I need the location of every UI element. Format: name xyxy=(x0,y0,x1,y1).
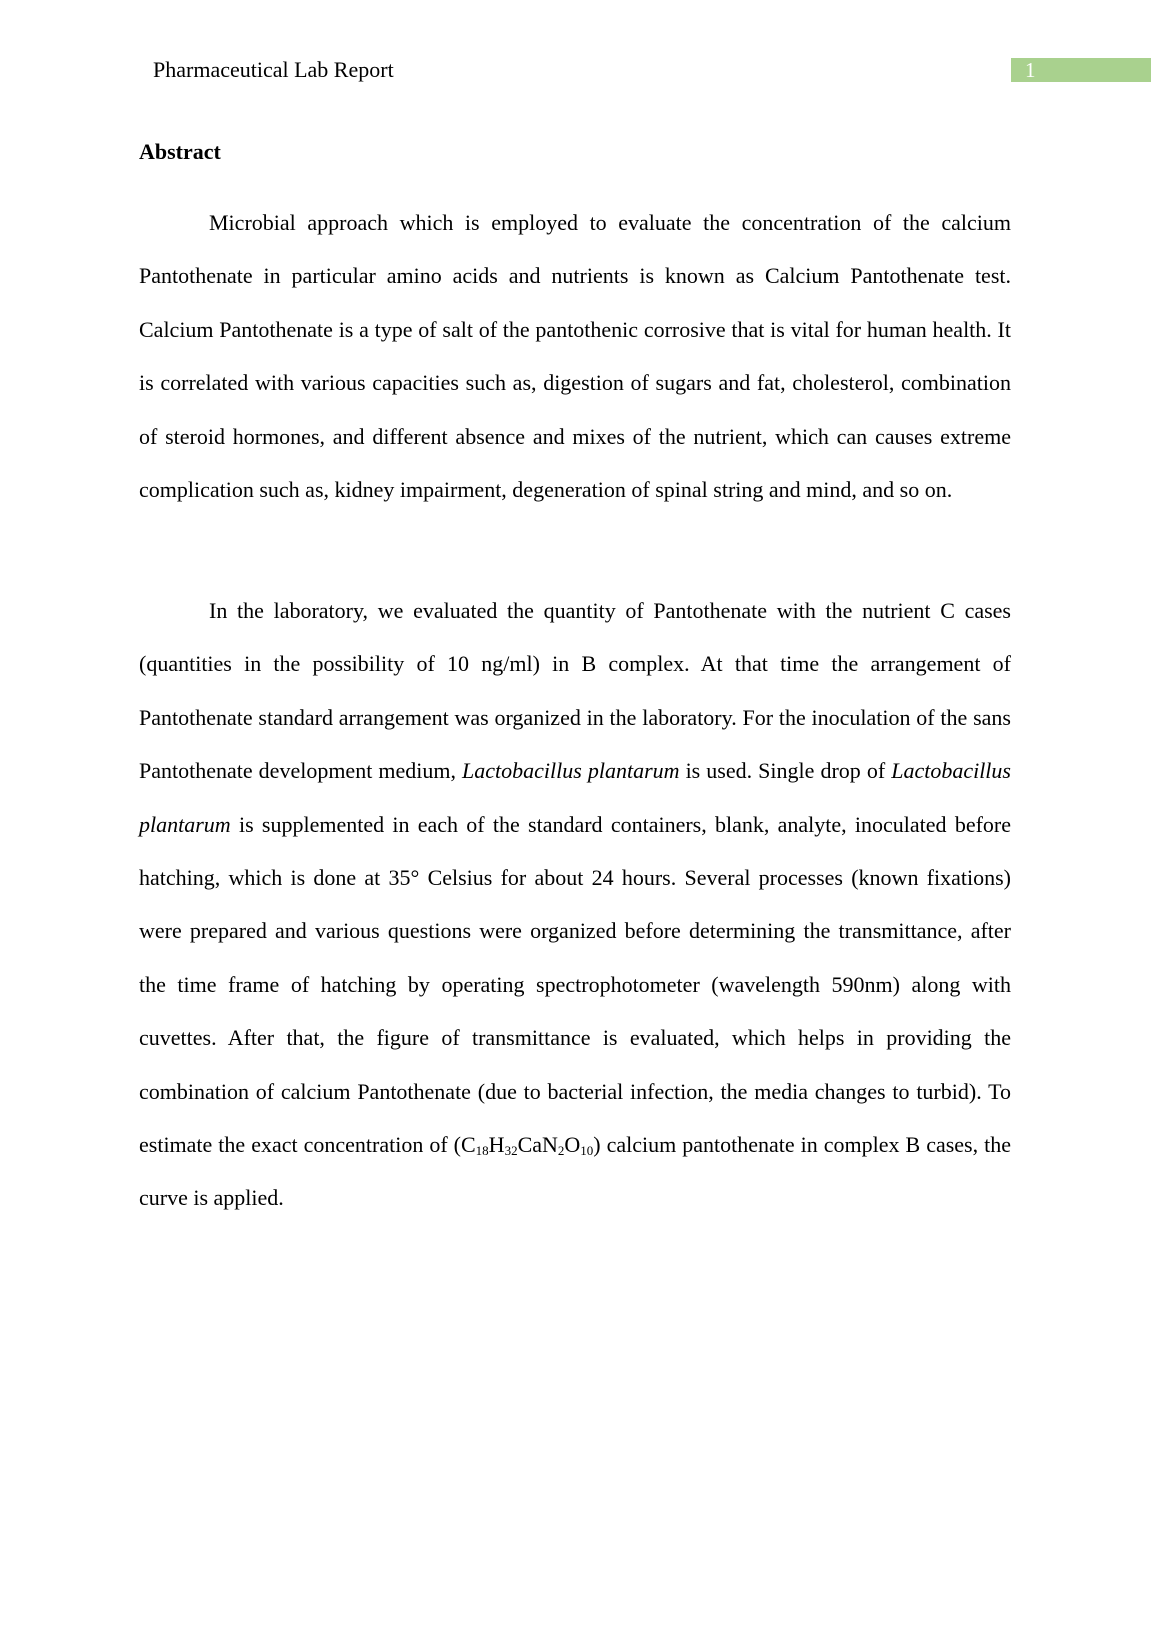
chemical-formula xyxy=(461,1132,593,1157)
page-number-box xyxy=(1011,58,1151,82)
formula-oxygen-count: 10 xyxy=(580,1143,594,1159)
abstract-heading: Abstract xyxy=(139,139,221,164)
formula-carbon: C xyxy=(460,1132,476,1158)
organism-name-italic-2: Lactobacillus plantarum xyxy=(139,758,1011,837)
formula-nitrogen-count: 2 xyxy=(557,1143,565,1159)
abstract-paragraph-2 xyxy=(139,584,1011,1225)
page-number: 1 xyxy=(1025,58,1036,82)
abstract-paragraph-1: Microbial approach which is employed to evaluate the concentration of the calcium Pantothenate in particular amino acids and nutrients is known as Calcium Pantothenate test. Calcium Pantothenate is a type of salt of the pantothenic corrosive that is vital for human health. It is correlated with various capacities such as, digestion of sugars and fat, cholesterol, combination of steroid hormones, and different absence and mixes of the nutrient, which can causes extreme complication such as, kidney impairment, degeneration of spinal string and mind, and so on. xyxy=(139,210,1011,503)
formula-calcium-nitrogen: CaN xyxy=(517,1132,558,1158)
paragraph-2-text-part-1: In the laboratory, we evaluated the quantity of Pantothenate with the nutrient C cases (quantities in the possibility of 10 ng/ml) in B complex. At that time the arrangement of Pantothenate standard arrangement was organized in the laboratory. For the inoculation of the sans Pantothenate development medium, xyxy=(139,598,1011,784)
formula-hydrogen-count: 32 xyxy=(504,1143,518,1159)
formula-hydrogen: H xyxy=(488,1132,505,1158)
formula-carbon-count: 18 xyxy=(475,1143,489,1159)
paragraph-2-text-part-4: ) calcium pantothenate in complex B cases, the curve is applied. xyxy=(139,1132,1011,1211)
organism-name-italic-1: Lactobacillus plantarum xyxy=(462,758,680,784)
running-header-title: Pharmaceutical Lab Report xyxy=(153,57,394,82)
formula-oxygen: O xyxy=(564,1132,581,1158)
paragraph-2-text-part-3: is supplemented in each of the standard containers, blank, analyte, inoculated before hatching, which is done at 35° Celsius for about 24 hours. Several processes (known fixations) were prepared and various questions were organized before determining the transmittance, after the time frame of hatching by operating spectrophotometer (wavelength 590nm) along with cuvettes. After that, the figure of transmittance is evaluated, which helps in providing the combination of calcium Pantothenate (due to bacterial infection, the media changes to turbid). To estimate the exact concentration of ( xyxy=(139,811,1011,1158)
paragraph-2-text-part-2: is used. Single drop of xyxy=(679,758,892,784)
